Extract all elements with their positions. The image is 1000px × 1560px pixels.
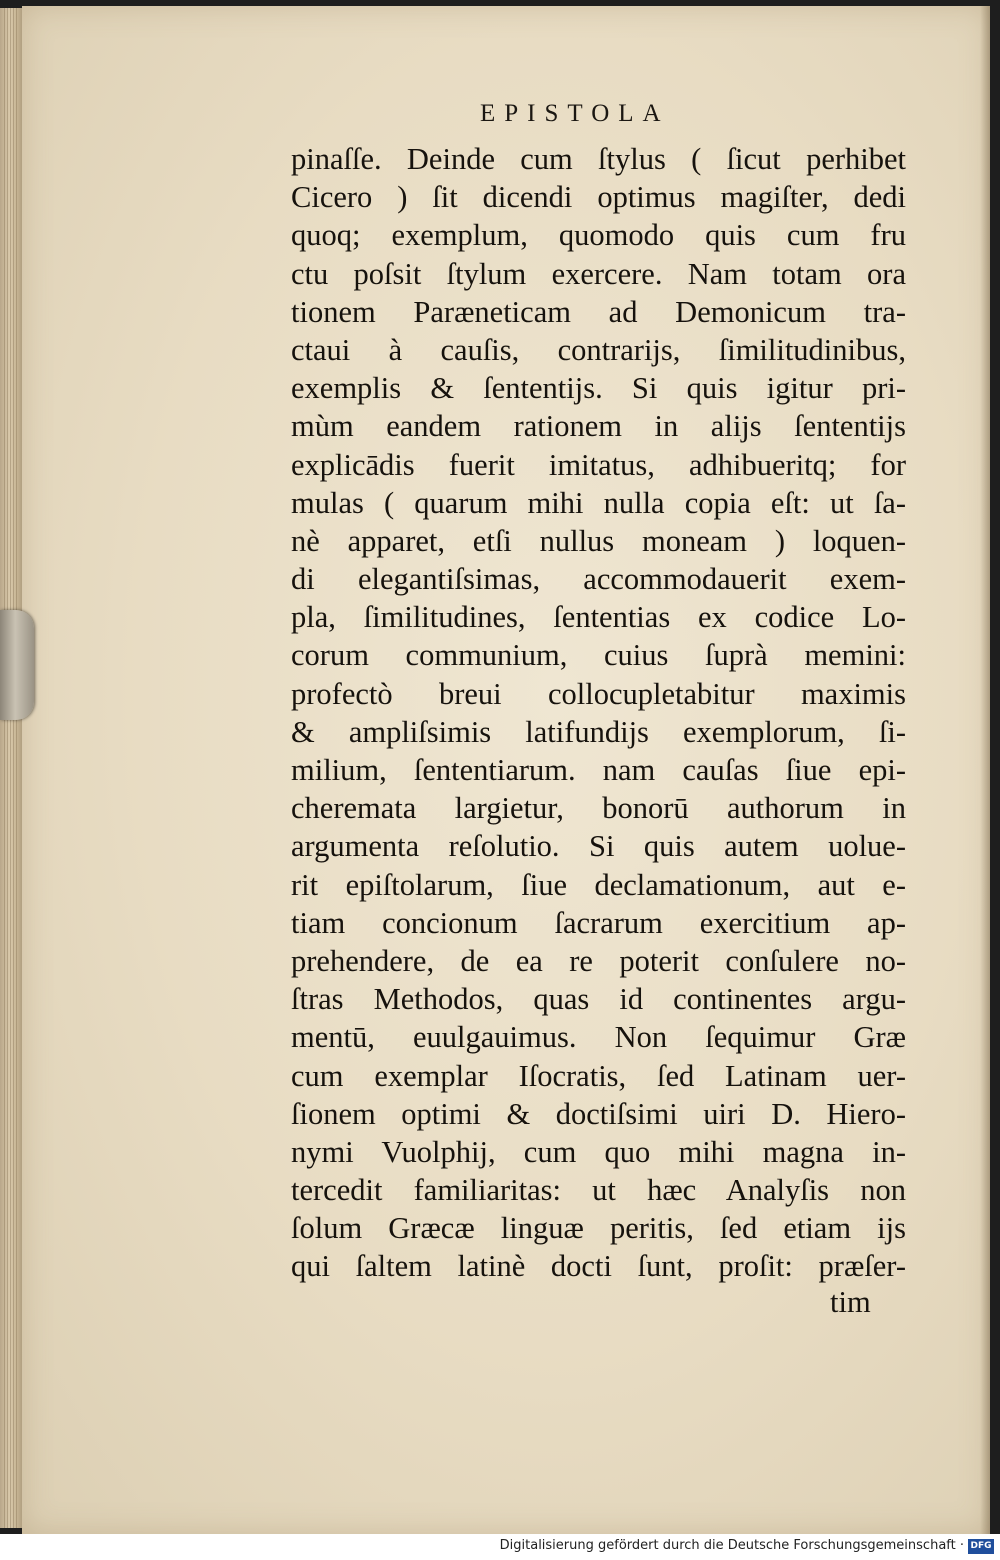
text-line: mentū, euulgauimus. Non ſequimur Græ <box>291 1020 906 1055</box>
text-line: ſolum Græcæ linguæ peritis, ſed etiam ijs <box>291 1211 906 1246</box>
text-line: Cicero ) ſit dicendi optimus magiſter, dedi <box>291 180 906 215</box>
dfg-logo-icon: DFG <box>968 1539 994 1554</box>
digitization-footer <box>0 1534 1000 1560</box>
text-line: tercedit familiaritas: ut hæc Analyſis non <box>291 1173 906 1208</box>
page-right-shadow <box>980 6 990 1534</box>
text-line: exemplis & ſententijs. Si quis igitur pri- <box>291 371 906 406</box>
funding-credit: Digitalisierung gefördert durch die Deutsche Forschungsgemeinschaft · <box>499 1538 964 1553</box>
page-stack-lines <box>4 8 18 1528</box>
running-header: EPISTOLA <box>480 100 670 127</box>
text-line: tiam concionum ſacrarum exercitium ap- <box>291 905 906 940</box>
text-line: pinaſſe. Deinde cum ſtylus ( ſicut perhibet <box>291 142 906 176</box>
text-line: nè apparet, etſi nullus moneam ) loquen- <box>291 523 906 558</box>
text-line: profectò breui collocupletabitur maximis <box>291 676 906 711</box>
text-line: cum exemplar Iſocratis, ſed Latinam uer- <box>291 1058 906 1093</box>
text-line: milium, ſententiarum. nam cauſas ſiue epi- <box>291 753 906 787</box>
text-line: & ampliſsimis latifundijs exemplorum, ſi- <box>291 714 906 749</box>
page-clip <box>0 610 34 720</box>
text-line: nymi Vuolphij, cum quo mihi magna in- <box>291 1134 906 1169</box>
text-line: ſtras Methodos, quas id continentes argu- <box>291 982 906 1017</box>
body-text <box>291 140 906 1286</box>
text-line: rit epiſtolarum, ſiue declamationum, aut e- <box>291 867 906 902</box>
catchword: tim <box>830 1285 871 1319</box>
text-line: ſionem optimi & doctiſsimi uiri D. Hiero- <box>291 1096 906 1131</box>
text-line: pla, ſimilitudines, ſententias ex codice Lo- <box>291 600 906 635</box>
text-line: tionem Paræneticam ad Demonicum tra- <box>291 294 906 329</box>
text-line: cheremata largietur, bonorū authorum in <box>291 791 906 826</box>
text-line: quoq; exemplum, quomodo quis cum fru <box>291 218 906 253</box>
text-line: prehendere, de ea re poterit conſulere no- <box>291 943 906 978</box>
text-line: ctaui à cauſis, contrarijs, ſimilitudinibus, <box>291 332 906 367</box>
text-line: di elegantiſsimas, accommodauerit exem- <box>291 562 906 597</box>
text-line: ctu poſsit ſtylum exercere. Nam totam ora <box>291 256 906 291</box>
text-line: mulas ( quarum mihi nulla copia eſt: ut ſa- <box>291 485 906 520</box>
text-line: mùm eandem rationem in alijs ſententijs <box>291 409 906 444</box>
text-line: argumenta reſolutio. Si quis autem uolue- <box>291 829 906 864</box>
text-line: qui ſaltem latinè docti ſunt, proſit: præſer- <box>291 1249 906 1284</box>
text-line: explicādis fuerit imitatus, adhibueritq; for <box>291 447 906 482</box>
text-line: corum communium, cuius ſuprà memini: <box>291 638 906 673</box>
